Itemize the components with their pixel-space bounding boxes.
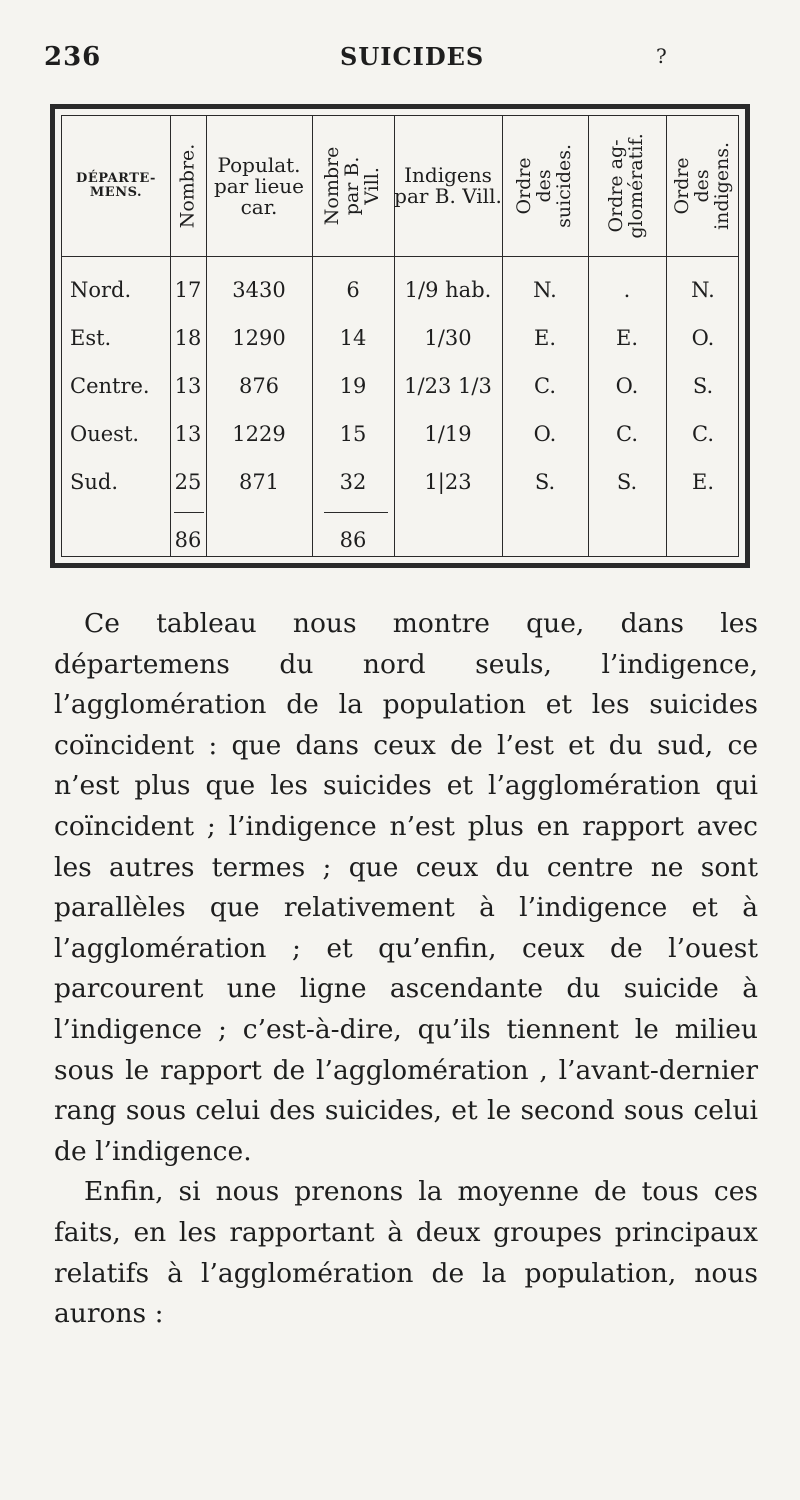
cell-ordre-suicides: O. bbox=[533, 422, 557, 446]
header-ordre-suicides-cell bbox=[502, 116, 588, 256]
cell-nombre-vill: 14 bbox=[339, 326, 367, 350]
header-indigens: Indigens par B. Vill. bbox=[394, 163, 502, 208]
cell-population: 1290 bbox=[232, 326, 286, 350]
cell-ordre-agglomeratif: E. bbox=[615, 326, 638, 350]
page-number: 236 bbox=[44, 42, 102, 72]
cell-nombre: 17 bbox=[174, 278, 202, 302]
cell-ordre-indigens: S. bbox=[692, 374, 714, 398]
total-rule-nombre bbox=[174, 512, 204, 513]
header-ordre-agglomeratif: Ordre ag-glomératif. bbox=[605, 133, 648, 239]
cell-population: 3430 bbox=[232, 278, 286, 302]
cell-ordre-suicides: C. bbox=[534, 374, 556, 398]
cell-ordre-agglomeratif: C. bbox=[616, 422, 638, 446]
cell-population: 871 bbox=[238, 470, 280, 494]
cell-nombre: 25 bbox=[174, 470, 202, 494]
total-nombre-vill: 86 bbox=[339, 528, 367, 552]
header-mark: ? bbox=[656, 44, 667, 68]
header-nombre-vill-cell bbox=[312, 116, 394, 256]
paragraph-2: Enfin, si nous prenons la moyenne de tous ces faits, en les rapportant à deux groupes principaux relatifs à l’agglomération de la population, nous aurons : bbox=[54, 1176, 758, 1330]
cell-nombre: 13 bbox=[174, 374, 202, 398]
cell-ordre-agglomeratif: . bbox=[623, 278, 631, 302]
header-population: Populat. par lieue car. bbox=[214, 152, 304, 219]
cell-ordre-suicides: E. bbox=[533, 326, 556, 350]
cell-nombre: 13 bbox=[174, 422, 202, 446]
header-nombre-par-vill: Nombre par B. Vill. bbox=[321, 146, 383, 226]
cell-nombre-vill: 6 bbox=[346, 278, 360, 302]
header-ordre-aggl-cell bbox=[588, 116, 666, 256]
header-ordre-indigens-cell bbox=[666, 116, 740, 256]
cell-ordre-indigens: E. bbox=[691, 470, 714, 494]
running-head: SUICIDES bbox=[340, 42, 485, 71]
table-grid bbox=[61, 115, 739, 557]
header-nombre: Nombre. bbox=[176, 143, 199, 229]
cell-indigens: 1/23 1/3 bbox=[404, 374, 492, 398]
cell-indigens: 1|23 bbox=[424, 470, 472, 494]
cell-ordre-agglomeratif: O. bbox=[615, 374, 639, 398]
cell-indigens: 1/9 hab. bbox=[404, 278, 492, 302]
cell-population: 1229 bbox=[232, 422, 286, 446]
cell-departement: Est. bbox=[70, 326, 112, 350]
body-text bbox=[54, 604, 758, 1335]
cell-departement: Nord. bbox=[70, 278, 132, 302]
cell-departement: Ouest. bbox=[70, 422, 140, 446]
header-ordre-indigens: Ordre des indigens. bbox=[671, 141, 733, 230]
total-nombre: 86 bbox=[174, 528, 202, 552]
cell-ordre-suicides: N. bbox=[533, 278, 557, 302]
cell-population: 876 bbox=[238, 374, 280, 398]
header-rule bbox=[62, 256, 738, 257]
cell-indigens: 1/19 bbox=[424, 422, 472, 446]
cell-indigens: 1/30 bbox=[424, 326, 472, 350]
header-nombre-cell bbox=[170, 116, 206, 256]
cell-departement: Sud. bbox=[70, 470, 119, 494]
cell-nombre-vill: 15 bbox=[339, 422, 367, 446]
paragraph-1: Ce tableau nous montre que, dans les départemens du nord seuls, l’indigence, l’agglomération de la population et les suicides coïncident : que dans ceux de l’est et du sud, ce n’est plus que les suicides et l’agglomération qui coïncident ; l’indigence n’est plus en rapport avec les autres termes ; que ceux du centre ne sont parallèles que relativement à l’indigence et à l’agglomération ; et qu’enfin, ceux de l’ouest parcourent une ligne ascendante du suicide à l’indigence ; c’est-à-dire, qu’ils tiennent le milieu sous le rapport de l’agglomération , l’avant-dernier rang sous celui des suicides, et le second sous celui de l’indigence. bbox=[54, 608, 758, 1167]
cell-ordre-indigens: N. bbox=[691, 278, 715, 302]
cell-departement: Centre. bbox=[70, 374, 150, 398]
header-ordre-suicides: Ordre des suicides. bbox=[513, 144, 575, 228]
cell-nombre: 18 bbox=[174, 326, 202, 350]
cell-ordre-indigens: C. bbox=[692, 422, 714, 446]
cell-ordre-suicides: S. bbox=[534, 470, 556, 494]
cell-ordre-agglomeratif: S. bbox=[616, 470, 638, 494]
header-departemens: DÉPARTE-MENS. bbox=[76, 171, 156, 200]
total-rule-nombre-vill bbox=[324, 512, 388, 513]
cell-ordre-indigens: O. bbox=[691, 326, 715, 350]
cell-nombre-vill: 32 bbox=[339, 470, 367, 494]
cell-nombre-vill: 19 bbox=[339, 374, 367, 398]
statistics-table bbox=[50, 104, 750, 568]
